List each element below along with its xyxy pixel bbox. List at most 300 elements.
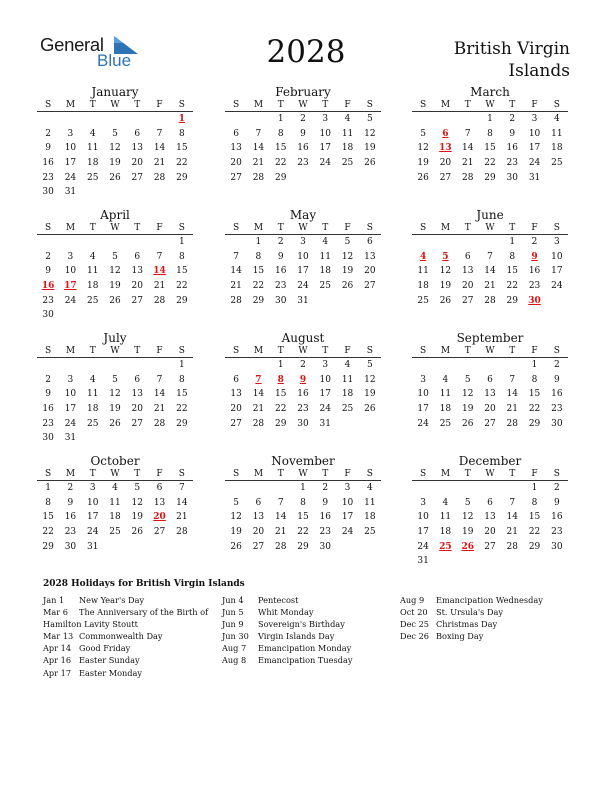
holiday-day-cell: 25 <box>439 541 452 552</box>
day-cell: 15 <box>176 389 188 400</box>
day-cell: 15 <box>297 512 309 523</box>
day-cell: 14 <box>506 512 518 523</box>
day-cell: 8 <box>531 497 538 508</box>
day-cell: 28 <box>506 418 518 429</box>
weekday-label: M <box>434 345 456 358</box>
empty-cell <box>501 358 523 373</box>
weekday-label: M <box>434 99 456 112</box>
day-cell: 2 <box>322 483 329 494</box>
day-cell: 3 <box>300 237 306 248</box>
day-cell: 11 <box>417 266 429 277</box>
day-cell: 12 <box>341 251 354 262</box>
empty-cell <box>148 235 170 250</box>
week-row <box>37 373 193 388</box>
day-cell: 6 <box>487 374 493 385</box>
day-cell: 3 <box>322 360 329 371</box>
day-cell: 27 <box>230 418 242 429</box>
day-cell: 14 <box>506 389 518 400</box>
holiday-day-cell: 16 <box>41 281 55 292</box>
day-cell: 8 <box>178 374 185 385</box>
month-december <box>412 454 568 569</box>
month-title: January <box>91 85 139 99</box>
day-cell: 2 <box>45 251 51 262</box>
day-cell: 8 <box>45 497 51 508</box>
day-cell: 6 <box>233 374 239 385</box>
day-cell: 29 <box>297 541 309 552</box>
day-cell: 4 <box>89 128 96 139</box>
empty-cell <box>171 308 193 323</box>
empty-cell <box>501 481 523 496</box>
day-cell: 6 <box>156 483 163 494</box>
weekday-label: S <box>225 345 247 358</box>
day-cell: 31 <box>64 433 77 444</box>
day-cell: 2 <box>531 237 538 248</box>
page-title: 2028 <box>266 34 346 70</box>
empty-cell <box>457 481 479 496</box>
day-cell: 18 <box>341 389 354 400</box>
holiday-name: St. Ursula's Day <box>436 607 504 618</box>
day-cell: 12 <box>364 128 376 139</box>
empty-cell <box>82 431 104 446</box>
weekday-label: S <box>359 345 381 358</box>
day-cell: 19 <box>439 281 452 292</box>
day-cell: 10 <box>64 389 77 400</box>
day-cell: 26 <box>109 295 121 306</box>
day-cell: 18 <box>341 143 354 154</box>
day-cell: 25 <box>86 172 99 183</box>
empty-cell <box>225 358 247 373</box>
month-title: November <box>271 454 335 468</box>
day-cell: 4 <box>322 237 329 248</box>
week-row <box>225 250 381 265</box>
holiday-item <box>222 618 352 630</box>
day-cell: 24 <box>64 418 77 429</box>
holiday-day-cell: 9 <box>299 374 307 385</box>
day-cell: 22 <box>176 404 188 415</box>
empty-cell <box>126 235 148 250</box>
day-cell: 16 <box>297 143 309 154</box>
day-cell: 3 <box>531 114 538 125</box>
holiday-name: New Year's Day <box>79 595 145 605</box>
weekday-label: S <box>225 468 247 481</box>
day-cell: 1 <box>487 114 493 125</box>
week-row <box>412 293 568 308</box>
weekday-label: T <box>270 345 292 358</box>
day-cell: 10 <box>297 251 309 262</box>
day-cell: 16 <box>297 389 309 400</box>
day-cell: 9 <box>45 143 51 154</box>
day-cell: 15 <box>176 266 188 277</box>
week-row <box>37 112 193 127</box>
day-cell: 2 <box>45 374 51 385</box>
day-cell: 5 <box>134 483 141 494</box>
day-cell: 21 <box>274 527 287 538</box>
day-cell: 11 <box>551 128 563 139</box>
day-cell: 22 <box>506 281 518 292</box>
day-cell: 22 <box>274 158 287 169</box>
month-title: October <box>90 454 140 468</box>
holiday-day-cell: 26 <box>461 541 474 552</box>
month-june <box>412 208 568 308</box>
day-cell: 28 <box>153 418 166 429</box>
day-cell: 24 <box>319 404 331 415</box>
week-row <box>37 250 193 265</box>
weekday-label: T <box>126 468 148 481</box>
week-row <box>412 554 568 569</box>
country-name <box>454 38 570 82</box>
weekday-label: T <box>314 345 336 358</box>
empty-cell <box>37 235 59 250</box>
weekday-label: F <box>148 99 170 112</box>
holiday-date: Aug 8 <box>222 655 247 666</box>
day-cell: 27 <box>364 281 376 292</box>
weekday-label: F <box>148 222 170 235</box>
weekday-label: T <box>82 222 104 235</box>
empty-cell <box>59 112 81 127</box>
month-title: September <box>456 331 524 345</box>
day-cell: 28 <box>153 295 166 306</box>
day-cell: 28 <box>153 172 166 183</box>
day-cell: 19 <box>461 527 474 538</box>
week-row <box>412 481 568 496</box>
day-cell: 17 <box>528 143 541 154</box>
day-cell: 15 <box>484 143 496 154</box>
day-cell: 19 <box>109 158 121 169</box>
day-cell: 27 <box>439 172 452 183</box>
empty-cell <box>126 539 148 554</box>
day-cell: 18 <box>364 512 376 523</box>
weekday-label: S <box>546 468 568 481</box>
week-row <box>412 250 568 265</box>
day-cell: 8 <box>531 374 538 385</box>
weekday-label: S <box>37 99 59 112</box>
holiday-day-cell: 13 <box>439 143 452 154</box>
day-cell: 23 <box>319 527 331 538</box>
day-cell: 1 <box>178 360 185 371</box>
holiday-day-cell: 4 <box>420 251 427 262</box>
week-row <box>225 387 381 402</box>
holiday-date: Aug 9 <box>400 595 425 605</box>
day-cell: 7 <box>156 251 163 262</box>
day-cell: 26 <box>109 418 121 429</box>
day-cell: 21 <box>153 281 166 292</box>
day-cell: 19 <box>364 143 376 154</box>
day-cell: 30 <box>42 433 54 444</box>
empty-cell <box>59 308 81 323</box>
day-cell: 12 <box>364 374 376 385</box>
day-cell: 5 <box>344 237 351 248</box>
day-cell: 17 <box>319 389 331 400</box>
day-cell: 2 <box>553 360 560 371</box>
empty-cell <box>171 431 193 446</box>
empty-cell <box>59 358 81 373</box>
week-row <box>37 510 193 525</box>
empty-cell <box>225 235 247 250</box>
weekday-label: S <box>546 222 568 235</box>
day-cell: 29 <box>528 541 541 552</box>
day-cell: 4 <box>553 114 560 125</box>
day-cell: 10 <box>528 128 541 139</box>
holiday-name: Whit Monday <box>258 607 314 618</box>
day-cell: 18 <box>86 404 99 415</box>
week-row <box>37 293 193 308</box>
day-cell: 16 <box>42 158 54 169</box>
weekday-label: T <box>126 345 148 358</box>
holiday-day-cell: 7 <box>255 374 262 385</box>
day-cell: 4 <box>442 497 449 508</box>
day-cell: 12 <box>131 497 143 508</box>
weekday-label: S <box>37 345 59 358</box>
weekday-label: F <box>148 345 170 358</box>
day-cell: 26 <box>109 172 121 183</box>
empty-cell <box>314 170 336 185</box>
weekday-label: T <box>457 99 479 112</box>
day-cell: 21 <box>252 158 265 169</box>
day-cell: 10 <box>64 143 77 154</box>
day-cell: 21 <box>461 158 474 169</box>
empty-cell <box>104 185 126 200</box>
day-cell: 24 <box>86 527 99 538</box>
day-cell: 28 <box>252 172 265 183</box>
empty-cell <box>292 170 314 185</box>
day-cell: 14 <box>274 512 287 523</box>
day-cell: 12 <box>109 143 121 154</box>
day-cell: 2 <box>67 483 74 494</box>
day-cell: 23 <box>42 295 54 306</box>
week-row <box>37 431 193 446</box>
day-cell: 6 <box>233 128 239 139</box>
day-cell: 4 <box>112 483 118 494</box>
day-cell: 18 <box>439 527 452 538</box>
day-cell: 10 <box>551 251 563 262</box>
empty-cell <box>247 112 269 127</box>
day-cell: 29 <box>506 295 518 306</box>
day-cell: 24 <box>551 281 563 292</box>
day-cell: 12 <box>109 266 121 277</box>
week-row <box>225 127 381 142</box>
day-cell: 1 <box>531 483 538 494</box>
weekday-label: S <box>359 222 381 235</box>
day-cell: 24 <box>341 527 354 538</box>
day-cell: 29 <box>274 172 287 183</box>
weekday-label: W <box>479 99 501 112</box>
day-cell: 30 <box>64 541 77 552</box>
day-cell: 8 <box>178 251 185 262</box>
month-october <box>37 454 193 554</box>
week-row <box>37 279 193 294</box>
month-july <box>37 331 193 446</box>
day-cell: 5 <box>420 128 426 139</box>
day-cell: 14 <box>230 266 242 277</box>
day-cell: 14 <box>484 266 496 277</box>
day-cell: 2 <box>300 360 306 371</box>
day-cell: 9 <box>67 497 74 508</box>
empty-cell <box>314 293 336 308</box>
day-cell: 30 <box>42 310 54 321</box>
day-cell: 21 <box>506 527 518 538</box>
weekday-label: S <box>225 222 247 235</box>
empty-cell <box>126 185 148 200</box>
day-cell: 16 <box>64 512 77 523</box>
empty-cell <box>82 308 104 323</box>
day-cell: 19 <box>341 266 354 277</box>
day-cell: 2 <box>300 114 306 125</box>
day-cell: 20 <box>230 404 242 415</box>
week-row <box>412 525 568 540</box>
week-row <box>37 358 193 373</box>
day-cell: 6 <box>134 251 141 262</box>
holiday-item <box>43 606 208 618</box>
day-cell: 4 <box>344 114 351 125</box>
day-cell: 27 <box>131 295 143 306</box>
day-cell: 25 <box>417 295 429 306</box>
weekday-label: T <box>457 222 479 235</box>
day-cell: 19 <box>364 389 376 400</box>
day-cell: 3 <box>67 251 74 262</box>
week-row <box>412 156 568 171</box>
day-cell: 18 <box>86 281 99 292</box>
week-row <box>225 235 381 250</box>
day-cell: 26 <box>131 527 143 538</box>
day-cell: 12 <box>109 389 121 400</box>
day-cell: 2 <box>553 483 560 494</box>
day-cell: 16 <box>319 512 331 523</box>
holiday-name: Easter Sunday <box>79 655 140 666</box>
day-cell: 30 <box>274 295 287 306</box>
day-cell: 20 <box>461 281 474 292</box>
holiday-date: Oct 20 <box>400 607 428 618</box>
empty-cell <box>434 235 456 250</box>
day-cell: 27 <box>131 418 143 429</box>
day-cell: 17 <box>64 404 77 415</box>
week-row <box>37 127 193 142</box>
weekday-label: S <box>546 99 568 112</box>
day-cell: 9 <box>553 374 560 385</box>
week-row <box>225 510 381 525</box>
day-cell: 27 <box>252 541 265 552</box>
empty-cell <box>412 112 434 127</box>
week-row <box>412 387 568 402</box>
holiday-item <box>400 618 543 630</box>
day-cell: 15 <box>274 143 287 154</box>
empty-cell <box>359 293 381 308</box>
holiday-date: Jun 5 <box>222 607 244 618</box>
empty-cell <box>479 481 501 496</box>
day-cell: 3 <box>67 128 74 139</box>
holiday-date: Apr 16 <box>43 655 72 666</box>
empty-cell <box>104 539 126 554</box>
day-cell: 22 <box>274 404 287 415</box>
weekday-label: T <box>314 468 336 481</box>
day-cell: 11 <box>86 143 99 154</box>
empty-cell <box>148 112 170 127</box>
weekday-label: W <box>292 99 314 112</box>
weekday-label: W <box>292 345 314 358</box>
day-cell: 12 <box>461 389 474 400</box>
weekday-label: W <box>479 222 501 235</box>
holiday-name: Easter Monday <box>79 667 143 678</box>
day-cell: 5 <box>112 128 118 139</box>
day-cell: 7 <box>178 483 185 494</box>
weekday-label: T <box>501 345 523 358</box>
empty-cell <box>412 481 434 496</box>
day-cell: 29 <box>42 541 54 552</box>
weekday-label: S <box>546 345 568 358</box>
holiday-name: Emancipation Wednesday <box>436 595 543 605</box>
holiday-item <box>400 630 543 642</box>
month-november <box>225 454 381 554</box>
holiday-column <box>43 594 208 679</box>
holiday-name: Good Friday <box>79 643 131 654</box>
empty-cell <box>457 112 479 127</box>
day-cell: 4 <box>89 251 96 262</box>
day-cell: 7 <box>156 374 163 385</box>
weekday-label: M <box>247 468 269 481</box>
day-cell: 6 <box>134 374 141 385</box>
empty-cell <box>126 431 148 446</box>
day-cell: 3 <box>89 483 96 494</box>
day-cell: 14 <box>461 143 474 154</box>
day-cell: 18 <box>439 404 452 415</box>
day-cell: 23 <box>528 281 541 292</box>
week-row <box>37 308 193 323</box>
weekday-label: F <box>336 99 358 112</box>
day-cell: 31 <box>86 541 99 552</box>
weekday-label: W <box>104 468 126 481</box>
week-row <box>412 373 568 388</box>
weekday-label: S <box>412 222 434 235</box>
day-cell: 23 <box>274 281 287 292</box>
weekday-label: T <box>501 222 523 235</box>
day-cell: 11 <box>319 251 331 262</box>
day-cell: 25 <box>86 418 99 429</box>
day-cell: 8 <box>255 251 262 262</box>
week-row <box>225 112 381 127</box>
weekday-label: F <box>523 99 545 112</box>
holiday-item <box>222 594 352 606</box>
day-cell: 11 <box>341 374 354 385</box>
day-cell: 5 <box>112 374 118 385</box>
empty-cell <box>359 170 381 185</box>
day-cell: 21 <box>252 404 265 415</box>
weekday-label: T <box>501 99 523 112</box>
empty-cell <box>37 112 59 127</box>
empty-cell <box>82 185 104 200</box>
month-title: April <box>100 208 130 222</box>
day-cell: 22 <box>297 527 309 538</box>
day-cell: 16 <box>274 266 287 277</box>
day-cell: 29 <box>176 418 188 429</box>
weekday-label: M <box>434 222 456 235</box>
day-cell: 10 <box>341 497 354 508</box>
weekday-label: M <box>247 222 269 235</box>
week-row <box>412 112 568 127</box>
weekday-label: S <box>359 468 381 481</box>
empty-cell <box>104 431 126 446</box>
holiday-name: Christmas Day <box>436 619 498 630</box>
empty-cell <box>457 358 479 373</box>
weekday-label: M <box>434 468 456 481</box>
empty-cell <box>148 358 170 373</box>
empty-cell <box>546 293 568 308</box>
day-cell: 24 <box>417 418 429 429</box>
holiday-column <box>222 594 352 667</box>
day-cell: 20 <box>230 158 242 169</box>
week-row <box>412 510 568 525</box>
day-cell: 13 <box>484 512 496 523</box>
empty-cell <box>126 112 148 127</box>
day-cell: 18 <box>109 512 121 523</box>
